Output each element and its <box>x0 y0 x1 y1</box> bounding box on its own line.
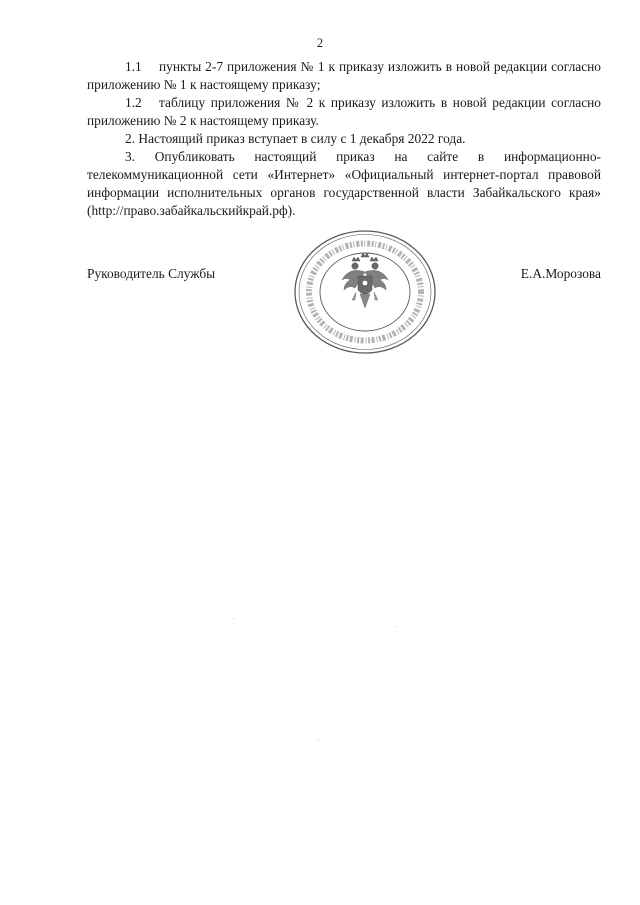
item-number: 3. <box>125 149 136 164</box>
item-1-1 <box>87 58 601 94</box>
scan-speck <box>395 626 396 627</box>
item-number: 1.2 <box>125 95 142 110</box>
item-text: Опубликовать настоящий приказ на сайте в информационно-телекоммуникационной сети «Интернет» «Официальный интернет-портал правовой информации исполнительных органов государственной власти Забайкальского края» (http://право.забайкальскийкрай.рф). <box>87 149 601 218</box>
page-number: 2 <box>316 36 324 50</box>
official-seal <box>292 228 438 356</box>
item-2 <box>87 130 601 148</box>
item-3 <box>87 148 601 220</box>
item-text: пункты 2-7 приложения № 1 к приказу изложить в новой редакции согласно приложению № 1 к настоящему приказу; <box>87 59 601 92</box>
seal-emblem-icon <box>292 228 438 356</box>
item-number: 1.1 <box>125 59 142 74</box>
item-text: таблицу приложения № 2 к приказу изложить в новой редакции согласно приложению № 2 к настоящему приказу. <box>87 95 601 128</box>
signatory-name: Е.А.Морозова <box>520 266 601 281</box>
scan-speck <box>318 740 319 741</box>
item-text: Настоящий приказ вступает в силу с 1 декабря 2022 года. <box>138 131 466 146</box>
item-1-2 <box>87 94 601 130</box>
signatory-position: Руководитель Службы <box>87 266 216 281</box>
scan-speck <box>233 618 234 619</box>
order-text <box>87 58 601 220</box>
item-number: 2. <box>125 131 136 146</box>
